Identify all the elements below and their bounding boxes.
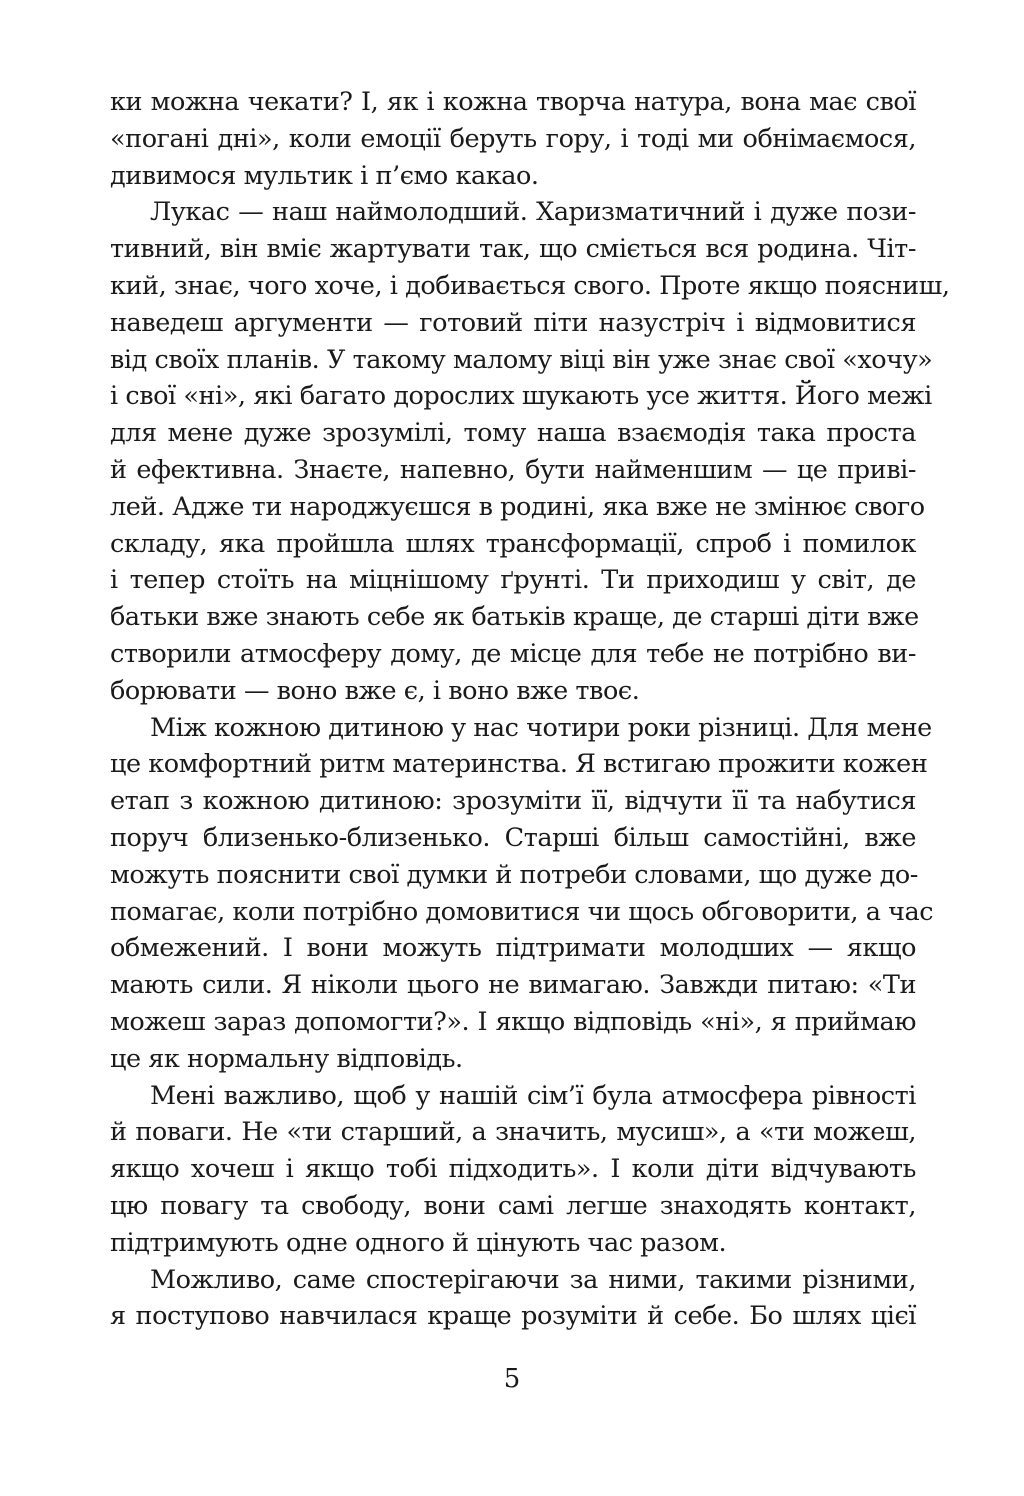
page-body <box>110 84 950 1335</box>
text-line: обмежений. І вони можуть підтримати молодших — якщо <box>110 933 916 964</box>
page-number: 5 <box>503 1364 521 1394</box>
text-line: тивний, він вміє жартувати так, що сміється вся родина. Чіт- <box>110 234 916 265</box>
text-line: це комфортний ритм материнства. Я встигаю прожити кожен <box>110 749 928 780</box>
text-line: Лукас — наш наймолодший. Харизматичний і дуже пози- <box>150 197 916 228</box>
text-line: можуть пояснити свої думки й потреби словами, що дуже до- <box>110 859 918 890</box>
text-line: Мені важливо, щоб у нашій сім’ї була атмосфера рівності <box>150 1080 916 1111</box>
text-line: помагає, коли потрібно домовитися чи щось обговорити, а час <box>110 896 934 927</box>
paragraph <box>110 84 916 194</box>
text-line: якщо хочеш і якщо тобі підходить». І коли діти відчувають <box>110 1154 916 1185</box>
text-line: Між кожною дитиною у нас чотири роки різниці. Для мене <box>150 712 932 743</box>
text-line: кий, знає, чого хоче, і добивається свого. Проте якщо поясниш, <box>110 270 950 301</box>
paragraph <box>110 1262 916 1336</box>
paragraph <box>110 194 950 709</box>
text-line: й поваги. Не «ти старший, а значить, мусиш», а «ти можеш, <box>110 1117 916 1148</box>
text-line: й ефективна. Знаєте, напевно, бути найменшим — це приві- <box>110 454 916 485</box>
text-line: Можливо, саме спостерігаючи за ними, такими різними, <box>150 1264 916 1295</box>
text-line: створили атмосферу дому, де місце для тебе не потрібно ви- <box>110 638 916 669</box>
text-line: борювати — воно вже є, і воно вже твоє. <box>110 675 640 706</box>
text-line: ки можна чекати? І, як і кожна творча натура, вона має свої <box>110 87 916 117</box>
text-line: складу, яка пройшла шлях трансформації, спроб і помилок <box>110 528 916 559</box>
text-line: дивимося мультик і п’ємо какао. <box>110 160 539 191</box>
paragraph <box>110 710 934 1078</box>
text-line: і свої «ні», які багато дорослих шукають усе життя. Його межі <box>110 381 932 412</box>
text-line: цю повагу та свободу, вони самі легше знаходять контакт, <box>110 1190 916 1221</box>
paragraph <box>110 1078 916 1262</box>
text-line: це як нормальну відповідь. <box>110 1043 463 1074</box>
text-line: поруч близенько-близенько. Старші більш самостійні, вже <box>110 822 916 853</box>
text-line: «погані дні», коли емоції беруть гору, і тоді ми обнімаємося, <box>110 123 916 154</box>
text-line: мають сили. Я ніколи цього не вимагаю. Завжди питаю: «Ти <box>110 970 916 1001</box>
text-line: підтримують одне одного й цінують час разом. <box>110 1227 727 1258</box>
text-line: батьки вже знають себе як батьків краще, де старші діти вже <box>110 602 919 633</box>
text-line: для мене дуже зрозумілі, тому наша взаємодія така проста <box>110 418 916 449</box>
text-line: і тепер стоїть на міцнішому ґрунті. Ти приходиш у світ, де <box>110 565 916 596</box>
text-line: від своїх планів. У такому малому віці він уже знає свої «хочу» <box>110 344 933 375</box>
text-line: етап з кожною дитиною: зрозуміти її, відчути її та набутися <box>110 786 916 817</box>
text-line: наведеш аргументи — готовий піти назустріч і відмовитися <box>110 307 916 338</box>
text-line: можеш зараз допомогти?». І якщо відповідь «ні», я приймаю <box>110 1006 916 1037</box>
text-line: лей. Адже ти народжуєшся в родині, яка вже не змінює свого <box>110 491 925 522</box>
text-line: я поступово навчилася краще розуміти й себе. Бо шлях цієї <box>110 1301 916 1332</box>
